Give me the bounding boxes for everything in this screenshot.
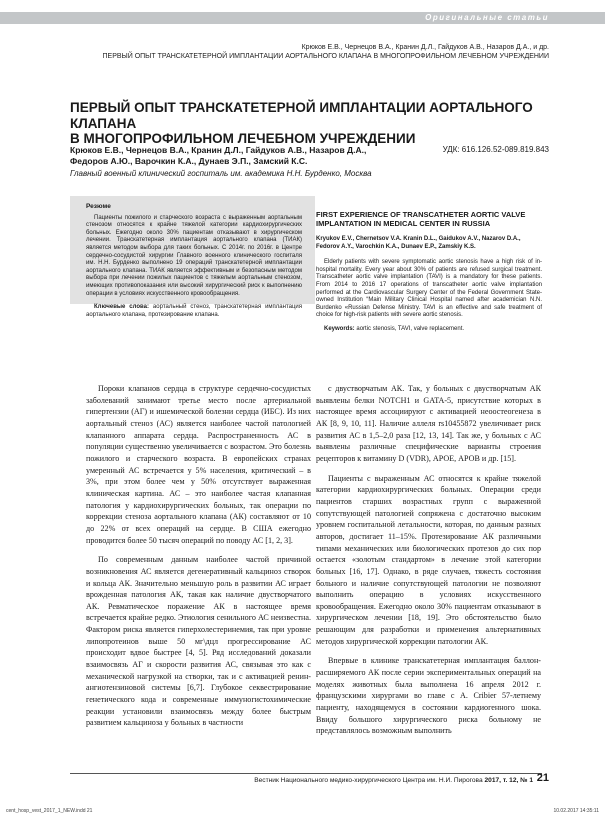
author-list	[70, 145, 400, 167]
abstract-ru-text: Пациенты пожилого и старческого возраста с выраженным аортальным стенозом относятся к крайне тяжелой категории кардиохирургических больных. Ежегодно около 30% пациентам отказывают в хирургическом лечении. Транскатетерная имплантация аортального клапана (ТИАК) является методом выбора для таких больных. С 2014г. по 2016г. в Центре сердечно-сосудистой хирургии Главного военного клинического госпиталя им. Н.Н. Бурденко выполнено 19 операций транскатетерной имплантации аортального клапана. ТИАК является эффективным и безопасным методом выбора при лечении пожилых пациентов с тяжелым аортальным стенозом, имеющих противопоказания или высокий хирургический риск к выполнению операции в условиях искусственного кровообращения.	[86, 214, 302, 297]
authors-line-2: Федоров А.Ю., Варочкин К.А., Дунаев Э.П., Замский К.С.	[70, 156, 308, 166]
body-paragraph: с двустворчатым АК. Так, у больных с двустворчатым АК выявлены белки NOTCH1 и GATA-5, присутствие которых в настоящее время ассоциируют с активацией неоостеогенеза в АК [8, 9, 10, 11]. Наличие аллеля rs10455872 увеличивает риск развития АС в 1,5–2,0 раза [12, 13, 14]. Так же, у больных с АС выявлены различные специфические варианты строения рецепторов к витамину D (VDR), АРОЕ, АРОВ и др. [15].	[316, 384, 541, 463]
abstract-en-title: FIRST EXPERIENCE OF TRANSCATHETER AORTIC VALVE IMPLANTATION IN MEDICAL CENTER IN RUSSIA	[316, 210, 526, 228]
abstract-en-text: Elderly patients with severe symptomatic aortic stenosis have a high risk of in-hospital mortality. Every year about 30% of patients are refused surgical treatment. Transcatheter aortic valve implantation (TAVI) is a mandatory for these patients. From 2014 to 2016 17 operations of transcatheter aortic valve implantation performed at the Cardiovascular Surgery Center of the Federal Government State-owned Institution “Main Military Clinical Hospital named after academician N.N. Burdenko «Russian Defense Ministry. TAVI is an effective and safe treatment of choice for high-risk patients with severe aortic stenosis.	[316, 259, 542, 319]
print-date: 10.02.2017 14:35:11	[553, 808, 599, 814]
keywords-ru-label: Ключевые слова:	[94, 304, 149, 311]
running-authors: Крюков Е.В., Чернецов В.А., Кранин Д.Л., Гайдуков А.В., Назаров Д.А., и др.	[301, 44, 549, 51]
keywords-en-values: aortic stenosis, TAVI, valve replacement.	[354, 325, 465, 332]
abstract-ru-keywords	[86, 304, 302, 319]
abstract-ru	[86, 203, 302, 319]
section-label: Оригинальные статьи	[425, 13, 549, 22]
udk-code: УДК: 616.126.52-089.819.843	[442, 145, 549, 154]
body-column-left	[86, 383, 311, 729]
article-title-line-2: В МНОГОПРОФИЛЬНОМ ЛЕЧЕБНОМ УЧРЕЖДЕНИИ	[70, 131, 416, 146]
article-title	[70, 100, 540, 147]
running-title: ПЕРВЫЙ ОПЫТ ТРАНСКАТЕТЕРНОЙ ИМПЛАНТАЦИИ АОРТАЛЬНОГО КЛАПАНА В МНОГОПРОФИЛЬНОМ ЛЕЧЕБНОМ УЧРЕЖДЕНИИ	[102, 53, 549, 60]
body-paragraph: Пациенты с выраженным АС относятся к крайне тяжелой категории кардиохирургических больных. Операции среди пациентов старших возрастных групп с выраженной сопутствующей патологией сопряжена с достаточно высоким уровнем госпитальной летальности, которая, по данным разных авторов, достигает 11–15%. Протезирование АК различными типами механических или биологических протезов до сих пор остается «золотым стандартом» в лечение этой категории больных [16, 17]. Однако, в ряде случаев, тяжесть состояния больного и наличие сопутствующей патологии не позволяют выполнить операцию в условиях искусственного кровообращения. Ежегодно около 30% пациентам отказывают в хирургическом лечении [18, 19]. Это обстоятельство было решающим для разработки и применения альтернативных методов хирургической коррекции патологии АК.	[316, 473, 541, 646]
page-number: 21	[536, 772, 549, 784]
article-title-line-1: ПЕРВЫЙ ОПЫТ ТРАНСКАТЕТЕРНОЙ ИМПЛАНТАЦИИ АОРТАЛЬНОГО КЛАПАНА	[70, 100, 533, 131]
affiliation: Главный военный клинический госпиталь им. академика Н.Н. Бурденко, Москва	[70, 169, 372, 178]
abstract-en	[316, 210, 542, 334]
abstract-en-authors: Kryukov E.V., Chernetsov V.A. Kranin D.L., Gaidukov A.V., Nazarov D.A., Fedorov A.Y., Varochkin K.A., Dunaev E.P., Zamskiy K.S.	[316, 236, 521, 250]
body-paragraph: По современным данным наиболее частой причиной возникновения АС является дегенеративный кальциноз створок и кольца АК. Значительно меньшую роль в развитии АС играет врожденная патология АК, такая как наличие двустворчатого АК. Ревматическое поражение АК в настоящее время встречается крайне редко. Этиология сенильного АС неизвестна. Фактором риска является гиперхолестеринемия, так при уровне липопротеинов выше 50 мг\дцл прогрессирование АС происходит вдвое быстрее [4, 5]. Ряд исследований доказали взаимосвязь АГ и скорости развития АС, связывая это как с механической нагрузкой на створки, так и с активацией ренин-ангиотензиновой системы [6,7]. Глубокое секвестрирование генетического кода и современные иммуногистохимические реакции установили взаимосвязь между более быстрым развитием кальциноза у больных в частности	[86, 555, 311, 728]
authors-line-1: Крюков Е.В., Чернецов В.А., Кранин Д.Л., Гайдуков А.В., Назаров Д.А.,	[70, 145, 367, 155]
body-column-right	[316, 383, 541, 737]
journal-footer	[254, 776, 533, 785]
body-paragraph: Пороки клапанов сердца в структуре сердечно-сосудистых заболеваний занимают третье место после артериальной гипертензии (АГ) и ишемической болезни сердца (ИБС). Из них аортальный стеноз (АС) является наиболее частой патологией клапанного аппарата сердца. Распространенность АС в популяции существенно увеличивается с возрастом. Это болезнь пожилого и старческого возраста. В европейских странах умеренный АС встречается у 5% населения, критический – в 3%, при этом более чем у 50% отсутствует выраженная клиническая картина. АС – это наиболее частая клапанная патология у кардиохирургических больных, так операции по коррекции стеноза аортального клапана (АК) составляют от 10 до 22% от всех операций на сердце. В США ежегодно проводится более 50 тысяч операций по поводу АС [1, 2, 3].	[86, 384, 311, 545]
keywords-ru-values: аортальный стеноз, транскатетерная имплантация аортального клапана, протезирование клапана.	[86, 304, 303, 318]
abstract-ru-heading: Резюме	[86, 203, 111, 210]
journal-name: Вестник Национального медико-хирургического Центра им. Н.И. Пирогова	[254, 777, 483, 784]
footer-divider	[70, 773, 542, 774]
section-header-bar	[0, 12, 605, 24]
journal-issue: 2017, т. 12, № 1	[484, 777, 533, 784]
body-paragraph: Впервые в клинике транскатетерная имплантация баллон-расширяемого АК после серии экспериментальных операций на моделях животных была выполнена 16 апреля 2012 г. французскими хирургами во главе с A. Cribier 57-летнему пациенту, находящемуся в состоянии кардиогенного шока. Ввиду большого хирургического риска больному не представлялось возможным выполнить	[316, 656, 541, 736]
print-file-info: cent_hosp_vest_2017_1_NEW.indd 21	[6, 808, 93, 814]
keywords-en-label: Keywords:	[324, 325, 355, 332]
abstract-en-keywords	[316, 326, 542, 334]
